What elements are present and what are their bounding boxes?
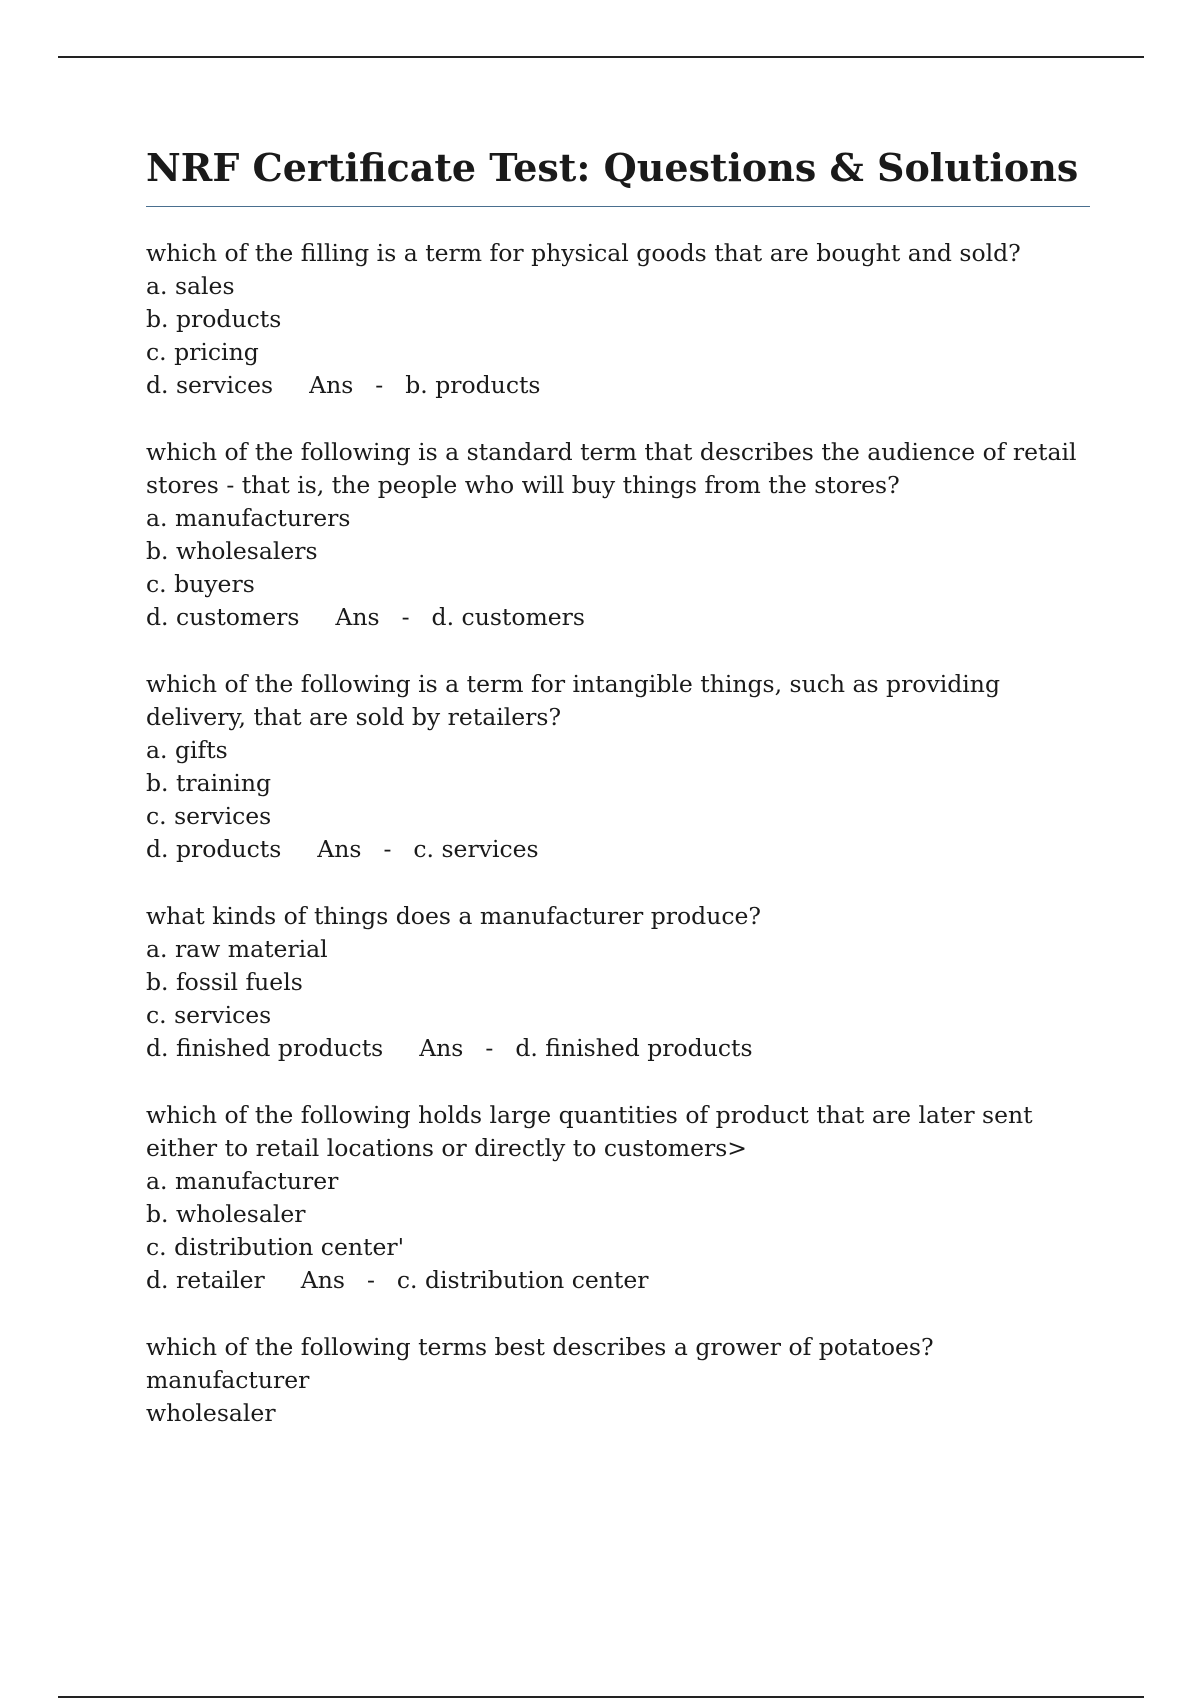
answer-separator: - [375, 371, 384, 399]
option-text: b. products [146, 305, 282, 333]
answer-option [146, 1364, 1090, 1397]
answer-option [146, 303, 1090, 336]
bottom-rule [58, 1696, 1144, 1698]
option-text: wholesaler [146, 1399, 276, 1427]
option-text: a. manufacturer [146, 1167, 339, 1195]
answer-option [146, 336, 1090, 369]
answer-label: Ans [300, 1266, 345, 1294]
option-text: b. wholesalers [146, 537, 318, 565]
question-block [146, 237, 1090, 402]
question-text: what kinds of things does a manufacturer produce? [146, 902, 761, 930]
option-text: a. raw material [146, 935, 328, 963]
answer-label: Ans [309, 371, 354, 399]
document-body [146, 140, 1090, 1464]
answer-option [146, 933, 1090, 966]
question-text: which of the following is a standard term that describes the audience of retail stores - that is, the people who will buy things from the stores? [146, 438, 1077, 499]
question-text: which of the filling is a term for physical goods that are bought and sold? [146, 239, 1021, 267]
question-block [146, 668, 1090, 866]
document-title: NRF Certificate Test: Questions & Solutions [146, 140, 1090, 207]
option-text: d. services [146, 371, 274, 399]
answer-label: Ans [317, 835, 362, 863]
answer-separator: - [366, 1266, 375, 1294]
question-text: which of the following holds large quantities of product that are later sent either to retail locations or directly to customers> [146, 1101, 1033, 1162]
option-text: d. finished products [146, 1034, 384, 1062]
answer-option [146, 1032, 1090, 1065]
option-text: a. manufacturers [146, 504, 351, 532]
answer-label: Ans [335, 603, 380, 631]
option-text: c. services [146, 802, 272, 830]
answer-option [146, 1264, 1090, 1297]
answer-option [146, 270, 1090, 303]
answer-option [146, 734, 1090, 767]
answer-option [146, 369, 1090, 402]
answer-separator: - [383, 835, 392, 863]
option-text: c. distribution center' [146, 1233, 405, 1261]
question-text: which of the following terms best describes a grower of potatoes? [146, 1333, 934, 1361]
question-list [146, 237, 1090, 1430]
answer-option [146, 1165, 1090, 1198]
answer-option [146, 502, 1090, 535]
question-text: which of the following is a term for intangible things, such as providing delivery, that are sold by retailers? [146, 670, 1000, 731]
answer-text: c. distribution center [396, 1266, 649, 1294]
answer-text: b. products [405, 371, 541, 399]
option-text: d. products [146, 835, 282, 863]
answer-option [146, 767, 1090, 800]
answer-option [146, 1231, 1090, 1264]
question-block [146, 900, 1090, 1065]
answer-text: d. customers [431, 603, 585, 631]
answer-option [146, 966, 1090, 999]
option-text: c. services [146, 1001, 272, 1029]
top-rule [58, 56, 1144, 58]
answer-option [146, 999, 1090, 1032]
answer-option [146, 1198, 1090, 1231]
answer-option [146, 568, 1090, 601]
answer-option [146, 601, 1090, 634]
question-block [146, 1099, 1090, 1297]
option-text: c. buyers [146, 570, 255, 598]
option-text: c. pricing [146, 338, 259, 366]
option-text: d. retailer [146, 1266, 265, 1294]
answer-separator: - [401, 603, 410, 631]
answer-option [146, 1397, 1090, 1430]
question-block [146, 436, 1090, 634]
answer-label: Ans [419, 1034, 464, 1062]
option-text: b. fossil fuels [146, 968, 303, 996]
answer-separator: - [485, 1034, 494, 1062]
answer-text: d. finished products [515, 1034, 753, 1062]
answer-text: c. services [413, 835, 539, 863]
answer-option [146, 535, 1090, 568]
option-text: a. gifts [146, 736, 228, 764]
answer-option [146, 833, 1090, 866]
option-text: manufacturer [146, 1366, 310, 1394]
answer-option [146, 800, 1090, 833]
question-block [146, 1331, 1090, 1430]
option-text: d. customers [146, 603, 300, 631]
option-text: b. training [146, 769, 272, 797]
option-text: b. wholesaler [146, 1200, 306, 1228]
option-text: a. sales [146, 272, 235, 300]
